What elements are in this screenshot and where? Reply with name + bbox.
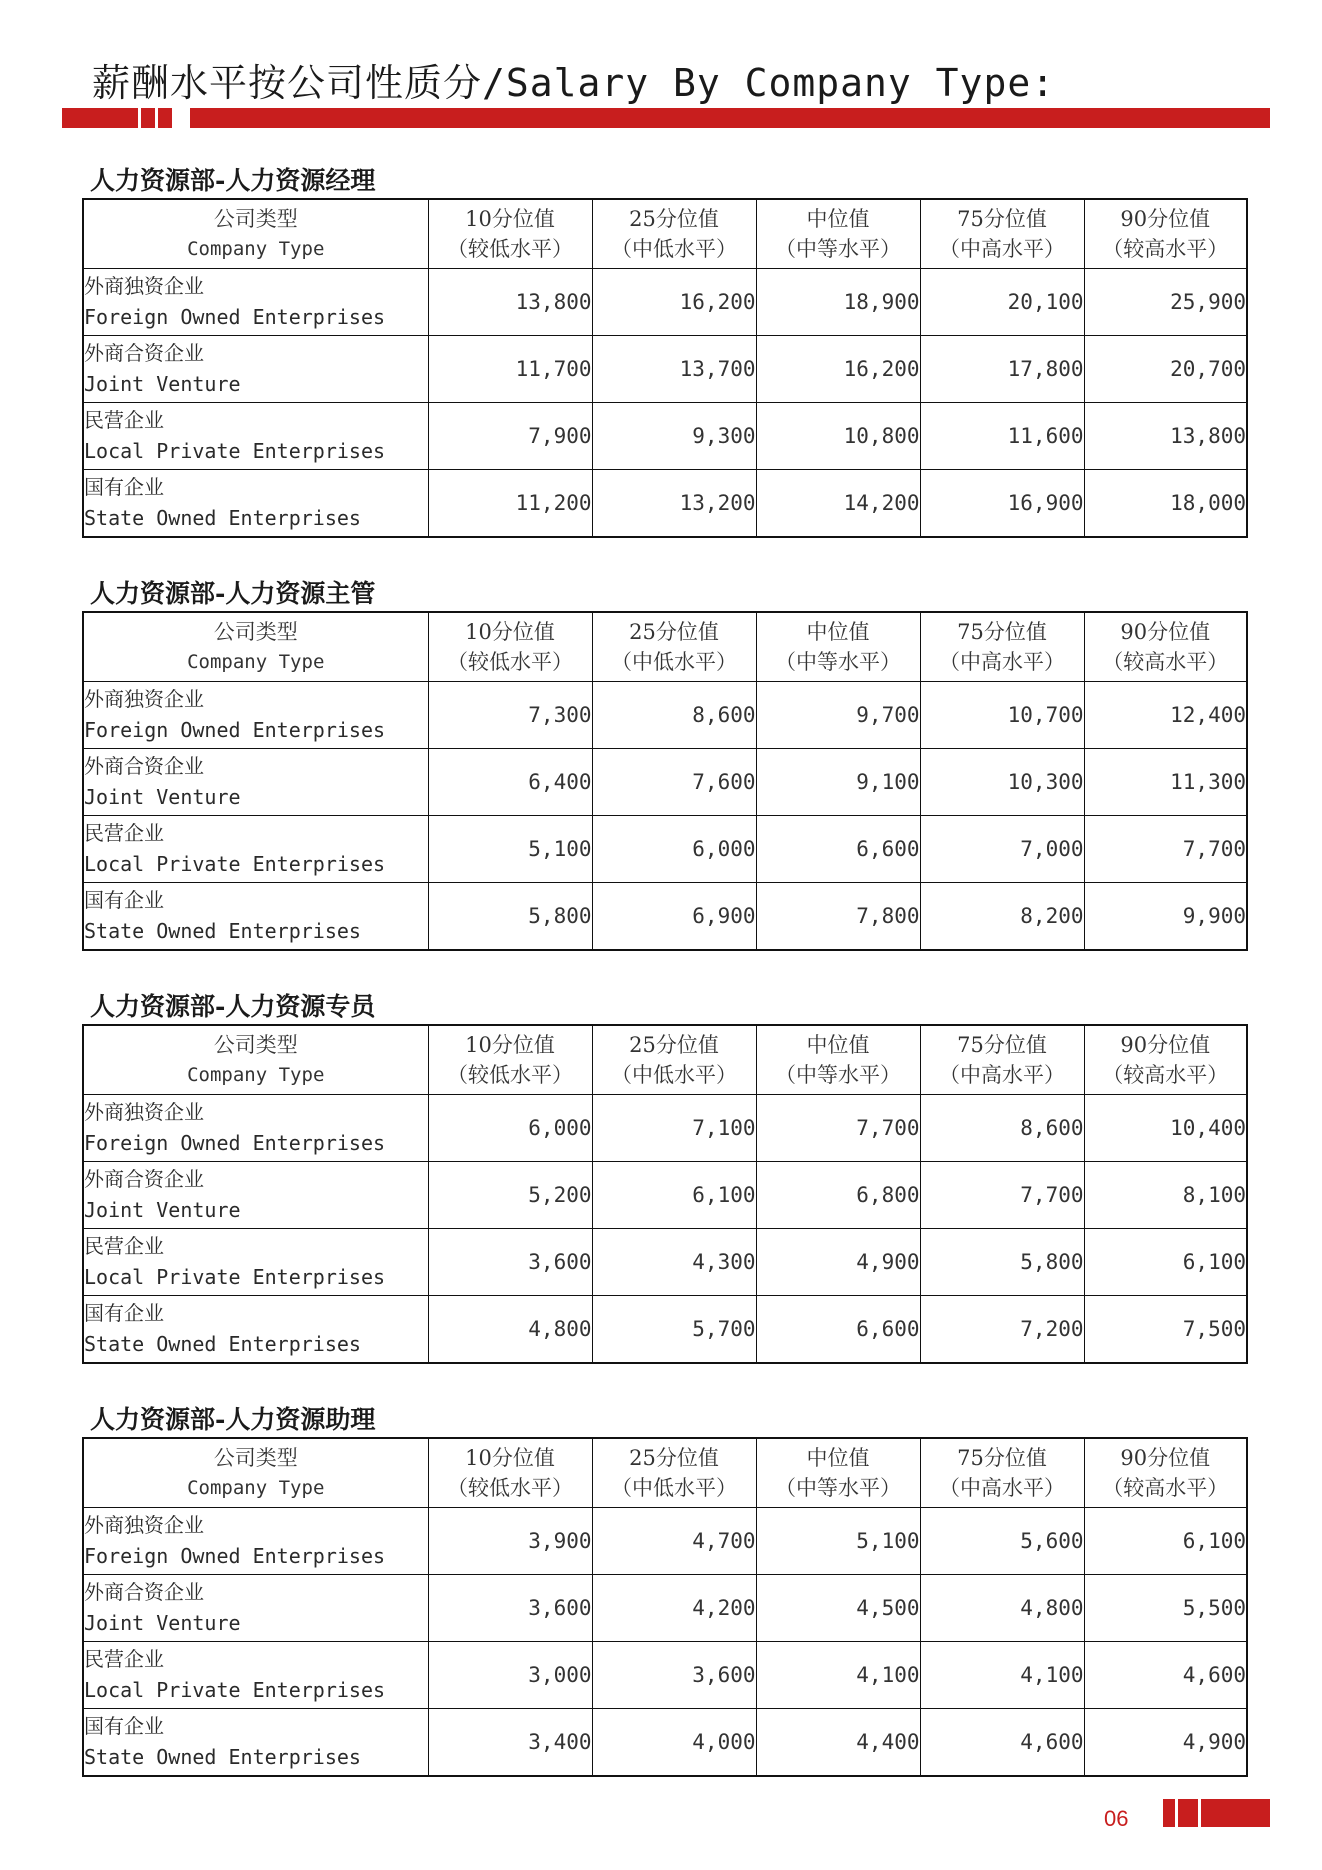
column-header-line2: （较低水平） [447, 650, 573, 674]
table-row [83, 269, 1247, 336]
salary-value-cell: 3,600 [592, 1642, 756, 1709]
company-type-en: Local Private Enterprises [84, 1678, 386, 1702]
table-header-row [83, 1438, 1247, 1508]
column-header [920, 612, 1084, 682]
salary-table [82, 611, 1248, 951]
column-header-line2: （中等水平） [775, 237, 901, 261]
footer-bar-segment-c [1201, 1799, 1270, 1827]
company-type-cell [83, 883, 428, 951]
company-type-cn: 外商独资企业 [84, 687, 204, 711]
salary-value-cell: 6,800 [756, 1162, 920, 1229]
salary-value-cell: 9,300 [592, 403, 756, 470]
column-header [920, 1438, 1084, 1508]
table-row [83, 1709, 1247, 1777]
salary-value-cell: 8,600 [592, 682, 756, 749]
column-header [83, 1025, 428, 1095]
salary-value-cell: 18,000 [1084, 470, 1247, 538]
column-header-line1: 10分位值 [465, 1033, 555, 1057]
salary-value-cell: 4,500 [756, 1575, 920, 1642]
salary-value-cell: 5,200 [428, 1162, 592, 1229]
column-header-line1: 公司类型 [213, 620, 298, 644]
company-type-en: Foreign Owned Enterprises [84, 305, 386, 329]
column-header [428, 199, 592, 269]
column-header [83, 199, 428, 269]
table-header-row [83, 1025, 1247, 1095]
column-header-line2: Company Type [187, 1064, 325, 1086]
salary-value-cell: 5,600 [920, 1508, 1084, 1575]
column-header-line1: 公司类型 [213, 1033, 298, 1057]
company-type-cell [83, 1296, 428, 1364]
salary-value-cell: 7,500 [1084, 1296, 1247, 1364]
column-header [1084, 612, 1247, 682]
column-header [428, 612, 592, 682]
column-header [83, 612, 428, 682]
company-type-cell [83, 1575, 428, 1642]
salary-value-cell: 4,300 [592, 1229, 756, 1296]
column-header [1084, 1438, 1247, 1508]
salary-value-cell: 8,600 [920, 1095, 1084, 1162]
column-header-line1: 中位值 [806, 620, 870, 644]
salary-value-cell: 4,600 [1084, 1642, 1247, 1709]
company-type-cn: 民营企业 [84, 408, 164, 432]
column-header [920, 199, 1084, 269]
column-header-line1: 75分位值 [957, 1446, 1047, 1470]
title-bar-segment-right [190, 108, 1270, 128]
company-type-cn: 外商独资企业 [84, 1100, 204, 1124]
page-number: 06 [1104, 1806, 1129, 1831]
salary-value-cell: 16,900 [920, 470, 1084, 538]
column-header-line1: 75分位值 [957, 620, 1047, 644]
column-header-line1: 10分位值 [465, 620, 555, 644]
salary-value-cell: 5,800 [920, 1229, 1084, 1296]
column-header-line2: （中高水平） [939, 1476, 1065, 1500]
salary-value-cell: 4,200 [592, 1575, 756, 1642]
column-header-line1: 90分位值 [1120, 1446, 1211, 1470]
column-header-line2: （中低水平） [611, 1063, 737, 1087]
salary-value-cell: 6,000 [428, 1095, 592, 1162]
company-type-en: Joint Venture [84, 372, 241, 396]
column-header-line2: （较高水平） [1102, 1063, 1229, 1087]
salary-value-cell: 3,000 [428, 1642, 592, 1709]
company-type-cell [83, 336, 428, 403]
company-type-cn: 民营企业 [84, 1234, 164, 1258]
salary-value-cell: 4,400 [756, 1709, 920, 1777]
salary-value-cell: 3,900 [428, 1508, 592, 1575]
salary-value-cell: 5,100 [428, 816, 592, 883]
company-type-cell [83, 749, 428, 816]
column-header [592, 199, 756, 269]
salary-value-cell: 6,100 [1084, 1229, 1247, 1296]
column-header-line1: 中位值 [806, 1033, 870, 1057]
salary-value-cell: 4,100 [756, 1642, 920, 1709]
salary-value-cell: 6,100 [1084, 1508, 1247, 1575]
column-header [756, 612, 920, 682]
salary-value-cell: 16,200 [756, 336, 920, 403]
salary-value-cell: 17,800 [920, 336, 1084, 403]
column-header-line2: Company Type [187, 1477, 325, 1499]
salary-value-cell: 6,600 [756, 816, 920, 883]
salary-table [82, 198, 1248, 538]
salary-value-cell: 12,400 [1084, 682, 1247, 749]
salary-value-cell: 10,300 [920, 749, 1084, 816]
salary-value-cell: 5,700 [592, 1296, 756, 1364]
salary-value-cell: 7,800 [756, 883, 920, 951]
title-bar-segment-left [62, 108, 138, 128]
salary-value-cell: 18,900 [756, 269, 920, 336]
column-header-line2: Company Type [187, 651, 325, 673]
title-bar-segment-mid-a [141, 108, 155, 128]
salary-value-cell: 5,500 [1084, 1575, 1247, 1642]
column-header-line1: 90分位值 [1120, 1033, 1211, 1057]
table-row [83, 682, 1247, 749]
salary-value-cell: 13,700 [592, 336, 756, 403]
column-header-line1: 25分位值 [629, 620, 719, 644]
company-type-cell [83, 470, 428, 538]
table-row [83, 883, 1247, 951]
company-type-en: State Owned Enterprises [84, 1745, 361, 1769]
table-row [83, 1229, 1247, 1296]
column-header [1084, 1025, 1247, 1095]
salary-value-cell: 7,700 [920, 1162, 1084, 1229]
column-header-line1: 25分位值 [629, 207, 719, 231]
salary-value-cell: 9,700 [756, 682, 920, 749]
salary-value-cell: 10,400 [1084, 1095, 1247, 1162]
company-type-cell [83, 403, 428, 470]
column-header-line2: （中高水平） [939, 237, 1065, 261]
salary-value-cell: 10,800 [756, 403, 920, 470]
salary-value-cell: 9,100 [756, 749, 920, 816]
company-type-cn: 外商合资企业 [84, 754, 204, 778]
company-type-cell [83, 682, 428, 749]
column-header-line2: （中高水平） [939, 1063, 1065, 1087]
company-type-cn: 外商独资企业 [84, 1513, 204, 1537]
salary-value-cell: 13,200 [592, 470, 756, 538]
salary-value-cell: 5,800 [428, 883, 592, 951]
column-header [756, 1025, 920, 1095]
salary-value-cell: 13,800 [428, 269, 592, 336]
salary-value-cell: 6,600 [756, 1296, 920, 1364]
column-header-line1: 中位值 [806, 207, 870, 231]
column-header-line2: （中等水平） [775, 650, 901, 674]
salary-value-cell: 11,300 [1084, 749, 1247, 816]
salary-value-cell: 4,900 [1084, 1709, 1247, 1777]
salary-value-cell: 4,000 [592, 1709, 756, 1777]
column-header-line2: Company Type [187, 238, 325, 260]
salary-value-cell: 4,800 [920, 1575, 1084, 1642]
company-type-en: Joint Venture [84, 785, 241, 809]
company-type-en: Foreign Owned Enterprises [84, 718, 386, 742]
column-header-line2: （较低水平） [447, 1476, 573, 1500]
salary-value-cell: 7,900 [428, 403, 592, 470]
company-type-en: Joint Venture [84, 1198, 241, 1222]
column-header [592, 612, 756, 682]
column-header [1084, 199, 1247, 269]
table-row [83, 1575, 1247, 1642]
column-header [592, 1025, 756, 1095]
salary-value-cell: 6,900 [592, 883, 756, 951]
salary-table [82, 1024, 1248, 1364]
column-header-line1: 10分位值 [465, 1446, 555, 1470]
salary-value-cell: 7,100 [592, 1095, 756, 1162]
column-header-line2: （中等水平） [775, 1063, 901, 1087]
salary-value-cell: 13,800 [1084, 403, 1247, 470]
footer-bar-segment-a [1163, 1799, 1175, 1827]
column-header-line1: 中位值 [806, 1446, 870, 1470]
page-title: 薪酬水平按公司性质分/Salary By Company Type: [92, 61, 1056, 105]
column-header-line2: （较高水平） [1102, 237, 1229, 261]
salary-value-cell: 20,100 [920, 269, 1084, 336]
table-row [83, 403, 1247, 470]
column-header [428, 1025, 592, 1095]
salary-value-cell: 11,200 [428, 470, 592, 538]
company-type-cell [83, 816, 428, 883]
section-title: 人力资源部-人力资源专员 [90, 992, 376, 1021]
salary-table [82, 1437, 1248, 1777]
column-header-line1: 公司类型 [213, 207, 298, 231]
company-type-cell [83, 1162, 428, 1229]
company-type-en: State Owned Enterprises [84, 506, 361, 530]
column-header [83, 1438, 428, 1508]
company-type-cn: 国有企业 [84, 1301, 164, 1325]
salary-value-cell: 5,100 [756, 1508, 920, 1575]
salary-value-cell: 11,600 [920, 403, 1084, 470]
company-type-cn: 国有企业 [84, 475, 164, 499]
company-type-cell [83, 1508, 428, 1575]
salary-value-cell: 4,900 [756, 1229, 920, 1296]
column-header-line2: （较低水平） [447, 1063, 573, 1087]
table-row [83, 470, 1247, 538]
column-header-line2: （中等水平） [775, 1476, 901, 1500]
column-header-line1: 75分位值 [957, 207, 1047, 231]
column-header-line1: 公司类型 [213, 1446, 298, 1470]
salary-value-cell: 3,600 [428, 1229, 592, 1296]
column-header-line2: （中低水平） [611, 237, 737, 261]
company-type-cell [83, 1095, 428, 1162]
table-row [83, 1508, 1247, 1575]
company-type-cell [83, 1229, 428, 1296]
column-header [428, 1438, 592, 1508]
company-type-cn: 外商合资企业 [84, 341, 204, 365]
column-header-line2: （较高水平） [1102, 1476, 1229, 1500]
column-header-line1: 10分位值 [465, 207, 555, 231]
salary-value-cell: 7,200 [920, 1296, 1084, 1364]
company-type-cn: 外商合资企业 [84, 1580, 204, 1604]
column-header [920, 1025, 1084, 1095]
section-title: 人力资源部-人力资源经理 [90, 166, 376, 195]
table-header-row [83, 199, 1247, 269]
company-type-cn: 国有企业 [84, 888, 164, 912]
footer-bar-segment-b [1178, 1799, 1198, 1827]
column-header-line2: （较低水平） [447, 237, 573, 261]
column-header-line1: 25分位值 [629, 1446, 719, 1470]
company-type-en: Joint Venture [84, 1611, 241, 1635]
salary-value-cell: 3,400 [428, 1709, 592, 1777]
salary-value-cell: 25,900 [1084, 269, 1247, 336]
title-bar-segment-mid-b [158, 108, 172, 128]
column-header-line1: 90分位值 [1120, 207, 1211, 231]
table-row [83, 1296, 1247, 1364]
salary-value-cell: 4,700 [592, 1508, 756, 1575]
company-type-en: Foreign Owned Enterprises [84, 1131, 386, 1155]
table-row [83, 1642, 1247, 1709]
company-type-en: State Owned Enterprises [84, 1332, 361, 1356]
table-row [83, 816, 1247, 883]
column-header-line2: （较高水平） [1102, 650, 1229, 674]
column-header-line2: （中低水平） [611, 650, 737, 674]
salary-value-cell: 7,300 [428, 682, 592, 749]
salary-value-cell: 10,700 [920, 682, 1084, 749]
company-type-en: Local Private Enterprises [84, 439, 386, 463]
column-header [592, 1438, 756, 1508]
salary-value-cell: 16,200 [592, 269, 756, 336]
salary-value-cell: 14,200 [756, 470, 920, 538]
salary-value-cell: 3,600 [428, 1575, 592, 1642]
section-title: 人力资源部-人力资源助理 [90, 1405, 376, 1434]
table-row [83, 749, 1247, 816]
table-row [83, 336, 1247, 403]
salary-value-cell: 4,800 [428, 1296, 592, 1364]
company-type-cell [83, 269, 428, 336]
column-header [756, 1438, 920, 1508]
column-header-line1: 75分位值 [957, 1033, 1047, 1057]
company-type-en: State Owned Enterprises [84, 919, 361, 943]
salary-value-cell: 20,700 [1084, 336, 1247, 403]
company-type-cn: 民营企业 [84, 821, 164, 845]
company-type-cn: 民营企业 [84, 1647, 164, 1671]
salary-value-cell: 7,700 [756, 1095, 920, 1162]
salary-value-cell: 8,100 [1084, 1162, 1247, 1229]
company-type-en: Foreign Owned Enterprises [84, 1544, 386, 1568]
salary-value-cell: 4,600 [920, 1709, 1084, 1777]
company-type-en: Local Private Enterprises [84, 852, 386, 876]
company-type-cn: 外商合资企业 [84, 1167, 204, 1191]
company-type-cell [83, 1709, 428, 1777]
column-header [756, 199, 920, 269]
company-type-cn: 国有企业 [84, 1714, 164, 1738]
table-row [83, 1095, 1247, 1162]
salary-value-cell: 9,900 [1084, 883, 1247, 951]
salary-value-cell: 6,100 [592, 1162, 756, 1229]
company-type-cn: 外商独资企业 [84, 274, 204, 298]
column-header-line1: 90分位值 [1120, 620, 1211, 644]
column-header-line2: （中低水平） [611, 1476, 737, 1500]
salary-value-cell: 4,100 [920, 1642, 1084, 1709]
salary-value-cell: 7,600 [592, 749, 756, 816]
table-row [83, 1162, 1247, 1229]
column-header-line1: 25分位值 [629, 1033, 719, 1057]
company-type-cell [83, 1642, 428, 1709]
column-header-line2: （中高水平） [939, 650, 1065, 674]
table-header-row [83, 612, 1247, 682]
salary-value-cell: 8,200 [920, 883, 1084, 951]
salary-value-cell: 7,000 [920, 816, 1084, 883]
salary-value-cell: 7,700 [1084, 816, 1247, 883]
salary-value-cell: 11,700 [428, 336, 592, 403]
salary-value-cell: 6,400 [428, 749, 592, 816]
company-type-en: Local Private Enterprises [84, 1265, 386, 1289]
section-title: 人力资源部-人力资源主管 [90, 579, 376, 608]
salary-value-cell: 6,000 [592, 816, 756, 883]
